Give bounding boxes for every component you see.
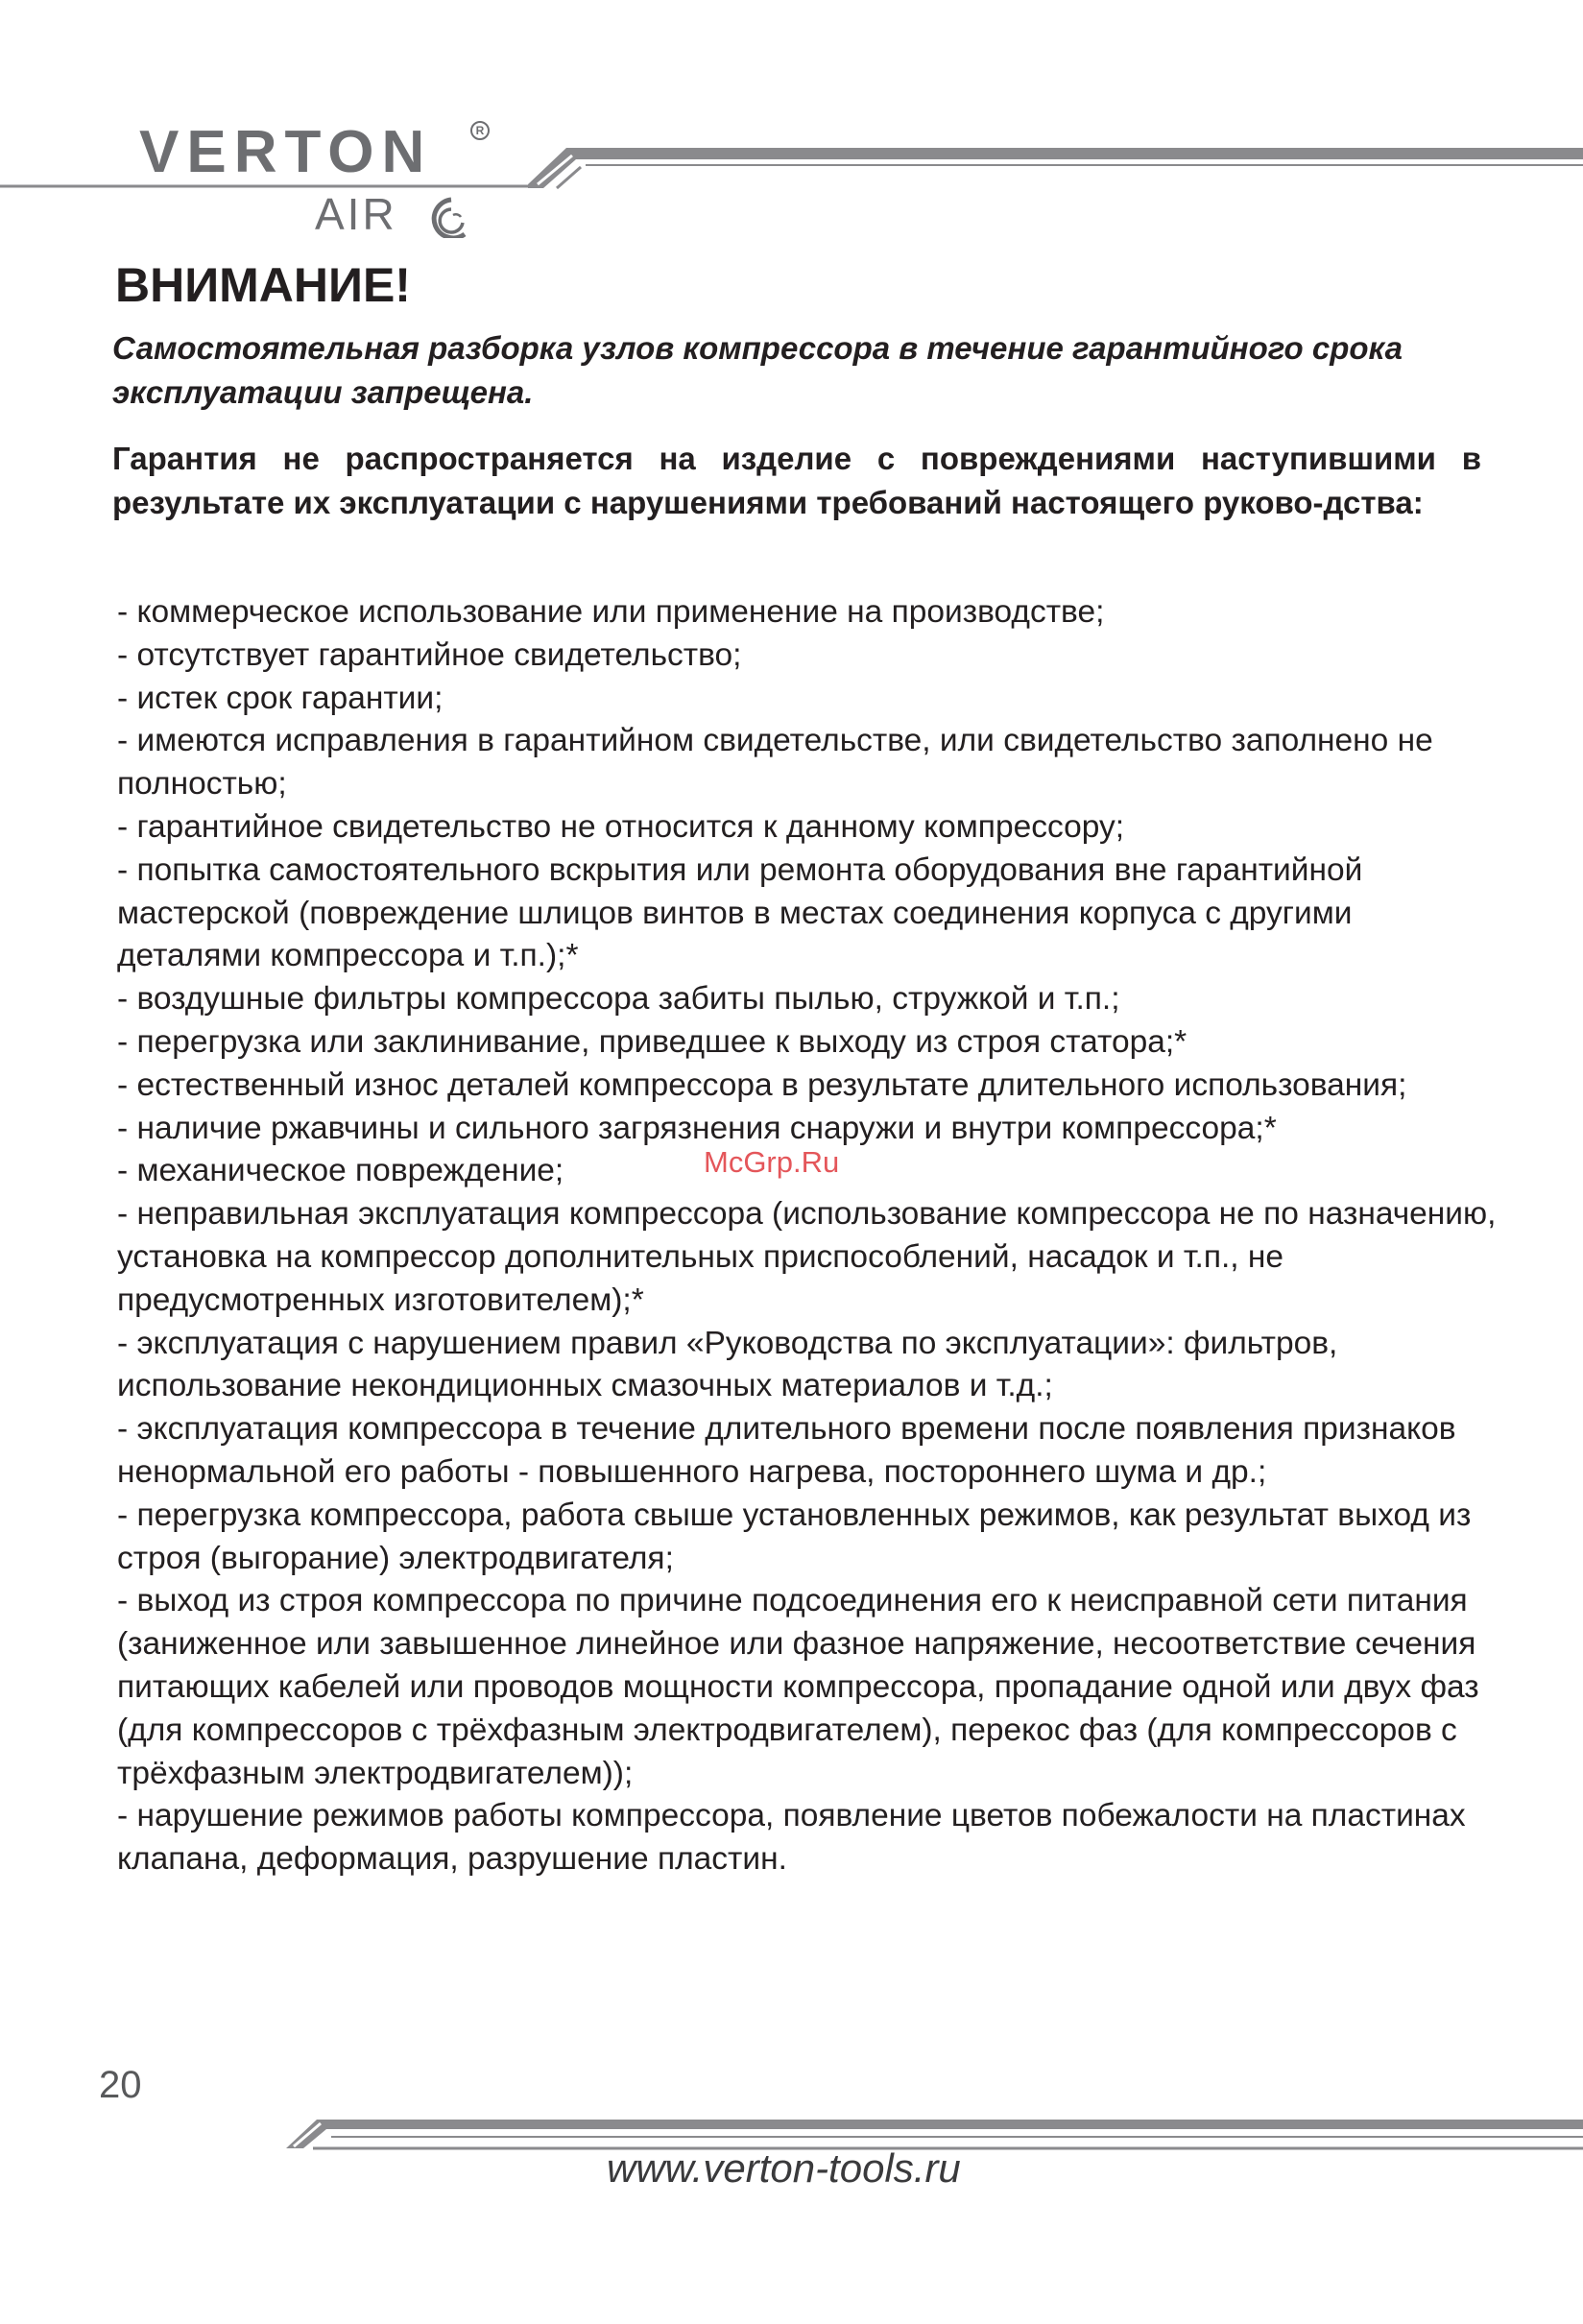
- list-item: - выход из строя компрессора по причине подсоединения его к неисправной сети питания (заниженное или завышенное линейное или фазное напряжение, несоответствие сечения питающих кабелей или проводов мощности компрессора, пропадание одной или двух фаз (для компрессоров с трёхфазным электродвигателем), перекос фаз (для компрессоров с трёхфазным электродвигателем));: [117, 1583, 1479, 1791]
- list-item: - истек срок гарантии;: [117, 680, 444, 716]
- list-item: - естественный износ деталей компрессора в результате длительного использования;: [117, 1066, 1407, 1103]
- footer-rule: [0, 2112, 1583, 2150]
- list-item: - имеются исправления в гарантийном свидетельстве, или свидетельство заполнено не полностью;: [117, 723, 1433, 803]
- page-title: ВНИМАНИЕ!: [115, 258, 411, 312]
- list-item: - наличие ржавчины и сильного загрязнения снаружи и внутри компрессора;*: [117, 1110, 1277, 1146]
- logo-subbrand: AIR: [315, 189, 397, 239]
- list-item: - нарушение режимов работы компрессора, появление цветов побежалости на пластинах клапана, деформация, разрушение пластин.: [117, 1798, 1466, 1878]
- watermark: McGrp.Ru: [704, 1145, 840, 1179]
- list-item: - воздушные фильтры компрессора забиты пылью, стружкой и т.п.;: [117, 981, 1120, 1018]
- list-item: - отсутствует гарантийное свидетельство;: [117, 636, 742, 673]
- list-item: - коммерческое использование или применение на производстве;: [117, 594, 1105, 630]
- list-item: - механическое повреждение;: [117, 1153, 564, 1189]
- list-item: - попытка самостоятельного вскрытия или ремонта оборудования вне гарантийной мастерской (повреждение шлицов винтов в местах соединения корпуса с другими деталями компрессора и т.п.);*: [117, 851, 1363, 974]
- warning-paragraph: Самостоятельная разборка узлов компрессора в течение гарантийного срока эксплуатации запрещена.: [112, 330, 1403, 410]
- list-item: - эксплуатация с нарушением правил «Руководства по эксплуатации»: фильтров, использование некондиционных смазочных материалов и т.д.;: [117, 1325, 1338, 1404]
- list-item: - перегрузка или заклинивание, приведшее к выходу из строя статора;*: [117, 1023, 1187, 1060]
- list-item: - гарантийное свидетельство не относится к данному компрессору;: [117, 808, 1125, 845]
- warranty-exclusions-list: [117, 591, 1499, 1881]
- registered-letter: R: [475, 124, 485, 137]
- list-item: - эксплуатация компрессора в течение длительного времени после появления признаков ненормальной его работы - повышенного нагрева, постороннего шума и др.;: [117, 1411, 1456, 1490]
- warranty-scope-paragraph: Гарантия не распространяется на изделие с повреждениями наступившими в результате их эксплуатации с нарушениями требований настоящего руково-дства:: [112, 441, 1481, 520]
- website-link[interactable]: www.verton-tools.ru: [607, 2145, 961, 2191]
- list-item: - неправильная эксплуатация компрессора (использование компрессора не по назначению, установка на компрессор дополнительных приспособлений, насадок и т.п., не предусмотренных изготовителем);*: [117, 1196, 1497, 1318]
- air-swirl-icon: [422, 196, 470, 238]
- registered-mark: [470, 121, 490, 140]
- header-rule: [0, 144, 1583, 192]
- page-number: 20: [99, 2064, 142, 2106]
- logo-wordmark: VERTON: [139, 119, 433, 185]
- list-item: - перегрузка компрессора, работа свыше установленных режимов, как результат выход из строя (выгорание) электродвигателя;: [117, 1497, 1472, 1576]
